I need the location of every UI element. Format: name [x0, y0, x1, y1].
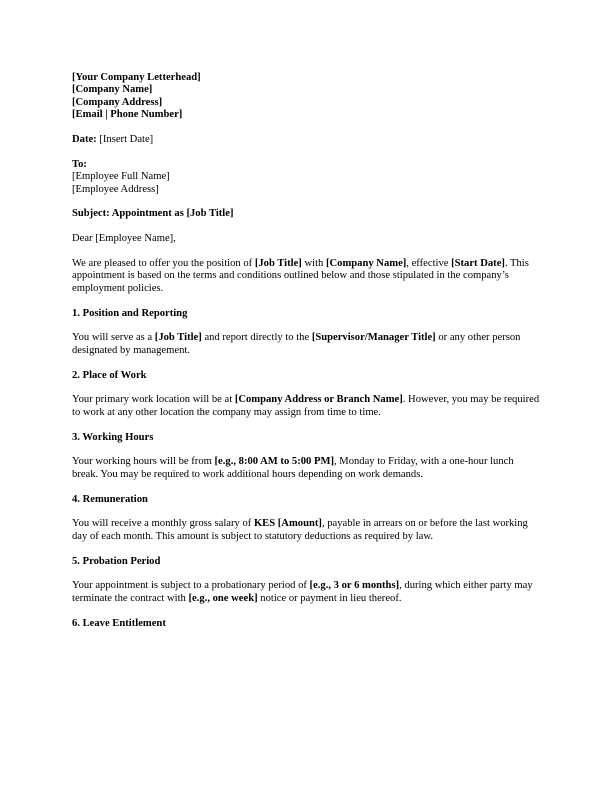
- section-body-remuneration: [72, 518, 540, 543]
- s5-text-2: , during which either party may terminate the contract with: [72, 580, 533, 604]
- s2-text-2: . However, you may be required to work at any other location the company may assign from time to time.: [72, 394, 540, 418]
- intro-text-2: with: [301, 258, 326, 270]
- date-label: Date:: [72, 134, 97, 146]
- s3-text-2: , Monday to Friday, with a one-hour lunch break. You may be required to work additional hours depending on work demands.: [72, 456, 514, 480]
- intro-text-1: We are pleased to offer you the position of: [72, 258, 255, 270]
- date-line: [72, 134, 540, 146]
- section-heading-hours: 3. Working Hours: [72, 431, 154, 443]
- recipient-address: [Employee Address]: [72, 183, 159, 195]
- section-heading-place: 2. Place of Work: [72, 369, 147, 381]
- section-heading-remuneration: 4. Remuneration: [72, 493, 148, 505]
- s1-text-1: You will serve as a: [72, 332, 155, 344]
- s3-text-1: Your working hours will be from: [72, 456, 215, 468]
- letterhead: [72, 72, 540, 122]
- s5-text-3: notice or payment in lieu thereof.: [257, 592, 402, 604]
- s4-text-2: , payable in arrears on or before the last working day of each month. This amount is subject to statutory deductions as required by law.: [72, 518, 528, 542]
- s4-salary: KES [Amount]: [253, 518, 322, 530]
- intro-text-3: , effective: [406, 258, 452, 270]
- letter-body: [72, 72, 540, 630]
- s5-text-1: Your appointment is subject to a probationary period of: [72, 580, 310, 592]
- intro-start-date: [Start Date]: [451, 258, 505, 270]
- recipient-name: [Employee Full Name]: [72, 171, 170, 183]
- company-address: [Company Address]: [72, 96, 163, 108]
- section-body-probation: [72, 580, 540, 605]
- s5-period: [e.g., 3 or 6 months]: [309, 580, 400, 592]
- section-body-place: [72, 394, 540, 419]
- letterhead-title: [Your Company Letterhead]: [72, 72, 201, 83]
- company-name: [Company Name]: [72, 84, 153, 96]
- section-heading-probation: 5. Probation Period: [72, 555, 161, 567]
- s2-location: [Company Address or Branch Name]: [234, 394, 403, 406]
- section-heading-leave: 6. Leave Entitlement: [72, 617, 166, 629]
- recipient-block: [72, 159, 540, 196]
- s2-text-1: Your primary work location will be at: [72, 394, 235, 406]
- company-contact: [Email | Phone Number]: [72, 109, 183, 121]
- section-body-hours: [72, 456, 540, 481]
- s1-text-3: or any other person designated by management.: [72, 332, 521, 356]
- s4-text-1: You will receive a monthly gross salary of: [72, 518, 254, 530]
- section-body-position: [72, 332, 540, 357]
- intro-text-4: . This appointment is based on the terms and conditions outlined below and those stipulated in the company’s employment policies.: [72, 258, 529, 294]
- s1-supervisor-title: [Supervisor/Manager Title]: [311, 332, 436, 344]
- recipient-label: To:: [72, 158, 87, 170]
- intro-paragraph: [72, 258, 540, 295]
- date-value: [Insert Date]: [99, 134, 154, 146]
- s1-text-2: and report directly to the: [201, 332, 312, 344]
- s3-hours: [e.g., 8:00 AM to 5:00 PM]: [214, 456, 334, 468]
- section-heading-position: 1. Position and Reporting: [72, 307, 188, 319]
- intro-job-title: [Job Title]: [254, 258, 302, 270]
- s1-job-title: [Job Title]: [154, 332, 202, 344]
- subject-line: Subject: Appointment as [Job Title]: [72, 208, 234, 220]
- s5-notice: [e.g., one week]: [188, 592, 258, 604]
- salutation: Dear [Employee Name],: [72, 233, 176, 245]
- intro-company-name: [Company Name]: [325, 258, 407, 270]
